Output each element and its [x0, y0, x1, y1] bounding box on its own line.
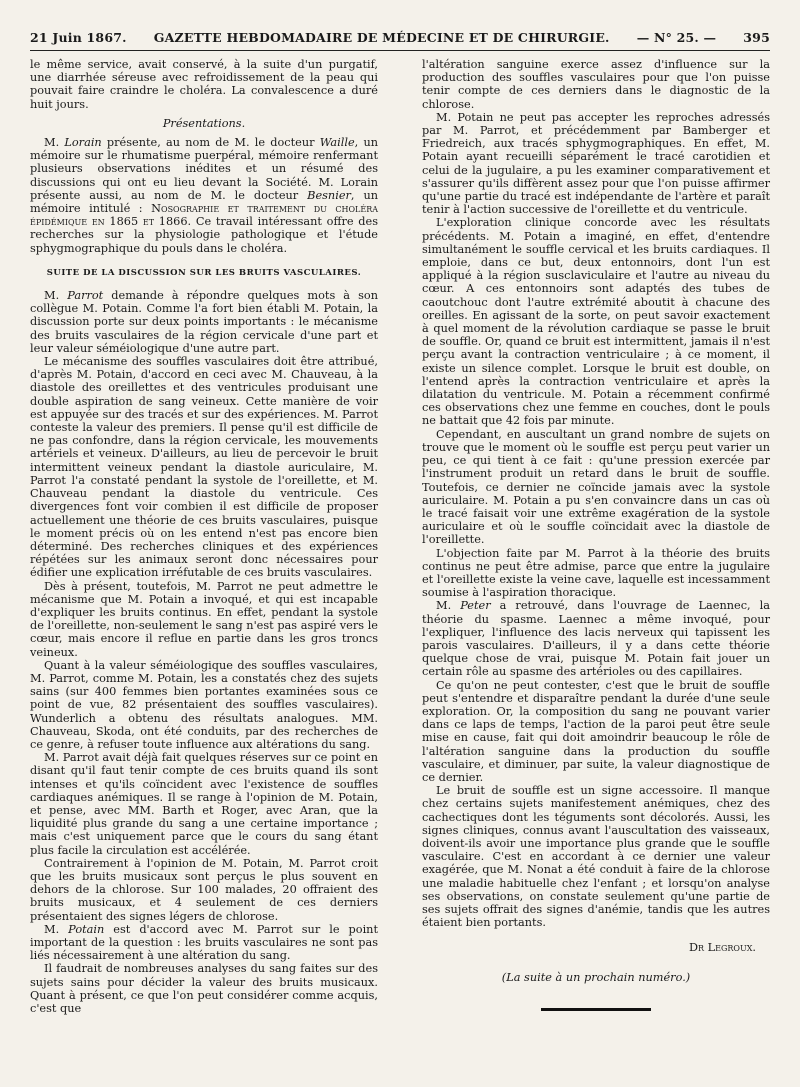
person-name: Besnier [307, 188, 351, 202]
person-name: Lorain [64, 136, 102, 150]
paragraph [30, 289, 378, 355]
continuation-note: (La suite à un prochain numéro.) [501, 970, 691, 984]
text: présente, au nom de M. le docteur [101, 136, 320, 150]
person-name: Peter [460, 599, 491, 613]
header-title: GAZETTE HEBDOMADAIRE DE MÉDECINE ET DE CHIRURGIE. [153, 30, 610, 45]
left-column [30, 58, 378, 1067]
header-date: 21 Juin 1867. [30, 30, 127, 45]
text: M. [44, 922, 69, 936]
section-title-discussion: SUITE DE LA DISCUSSION SUR LES BRUITS VASCULAIRES. [46, 267, 362, 278]
text: , un mémoire intitulé : [30, 188, 378, 216]
text: a retrouvé, dans l'ouvrage de Laennec, la théorie du spasme. Laennec a même invoqué, pour l'expliquer, l'influence des lacis nerveux qui tapissent les parois vasculaires. D'ailleurs, il y a dans cette théorie quelque chose de vrai, puisque M. Potain fait jouer un certain rôle au spasme des artérioles ou des capillaires. [422, 599, 770, 679]
person-name: Parrot [67, 289, 104, 303]
paragraph: le même service, avait conservé, à la suite d'un purgatif, une diarrhée séreuse avec refroidissement de la peau qui pouvait faire craindre le choléra. La convalescence a duré huit jours. [30, 58, 378, 111]
header-issue: — N° 25. — [636, 30, 717, 45]
article-columns [30, 58, 770, 1067]
text: demande à répondre quelques mots à son collègue M. Potain. Comme l'a fort bien établi M. Potain, la discussion porte sur deux points importants : le mécanisme des bruits vasculaires de la région cervicale d'une part et leur valeur séméiologique d'une autre part. [30, 289, 378, 355]
author-signature: Dr Legroux. [688, 941, 756, 955]
paragraph: Il faudrait de nombreuses analyses du sang faites sur des sujets sains pour décider la valeur des bruits musicaux. Quant à présent, ce que l'on peut considérer comme acquis, c'est que [30, 962, 378, 1016]
right-column [422, 58, 770, 1067]
paragraph [30, 923, 378, 963]
paragraph: Le mécanisme des souffles vasculaires doit être attribué, d'après M. Potain, d'accord en ceci avec M. Chauveau, à la diastole des oreillettes et des ventricules produisant une double aspiration de sang veineux. Cette manière de voir est appuyée sur des tracés et sur des expériences. M. Parrot conteste la valeur des premiers. Il pense qu'il est difficile de ne pas confondre, dans la région cervicale, les mouvements artériels et veineux. D'ailleurs, au lieu de percevoir le bruit intermittent veineux pendant la diastole auriculaire, M. Parrot l'a constaté pendant la systole de l'oreillette, et M. Chauveau pendant la diastole du ventricule. Ces divergences font voir combien il est difficile de proposer actuellement une théorie de ces bruits vasculaires, puisque le moment précis où on les entend n'est pas encore bien déterminé. Des recherches cliniques et des expériences répétées sur les animaux seront donc nécessaires pour édifier une explication irréfutable de ces bruits vasculaires. [30, 355, 378, 580]
end-rule [541, 1008, 651, 1011]
paragraph: Ce qu'on ne peut contester, c'est que le bruit de souffle peut s'entendre et disparaître pendant la durée d'une seule exploration. Or, la composition du sang ne pouvant varier dans ce laps de temps, l'action de la paroi peut être seule mise en cause, fait qui doit amoindrir beaucoup le rôle de l'altération sanguine dans la production du souffle vasculaire, et diminuer, par suite, la valeur diagnostique de ce dernier. [422, 678, 770, 784]
text: M. [44, 136, 65, 150]
header-page-number: 395 [743, 30, 770, 45]
paragraph: M. Parrot avait déjà fait quelques réserves sur ce point en disant qu'il faut tenir compte de ces bruits quand ils sont intenses et qu'ils coïncident avec l'existence de souffles cardiaques anémiques. Il se range à l'opinion de M. Potain, et pense, avec MM. Barth et Roger, avec Aran, que la liquidité plus grande du sang a une certaine importance ; mais c'est uniquement parce que le cours du sang étant plus facile la circulation est accélérée. [30, 751, 378, 857]
text: est d'accord avec M. Parrot sur le point important de la question : les bruits vasculaires ne sont pas liés nécessairement à une altération du sang. [30, 922, 379, 963]
paragraph: Cependant, en auscultant un grand nombre de sujets on trouve que le moment où le souffle est perçu peut varier un peu, ce qui tient à ce fait : qu'une pression exercée par l'instrument produit un retard dans le bruit de souffle. Toutefois, ce dernier ne coïncide jamais avec la systole auriculaire. M. Potain a pu s'en convaincre dans un cas où le tracé faisait voir une extrême exagération de la systole auriculaire et où le souffle coïncidait avec la diastole de l'oreillette. [422, 427, 770, 547]
page-header [30, 30, 770, 51]
paragraph [422, 599, 770, 678]
work-title: Nosographie et traitement du choléra épidémique en 1865 et 1866 [30, 202, 378, 229]
paragraph: Contrairement à l'opinion de M. Potain, M. Parrot croit que les bruits musicaux sont perçus le plus souvent en dehors de la chlorose. Sur 100 malades, 20 offraient des bruits musicaux, et 4 seulement de ces derniers présentaient des signes légers de chlorose. [30, 856, 378, 923]
paragraph: Le bruit de souffle est un signe accessoire. Il manque chez certains sujets manifestement anémiques, chez des cachectiques dont les téguments sont décolorés. Aussi, les signes cliniques, connus avant l'auscultation des vaisseaux, doivent-ils avoir une importance plus grande que le souffle vasculaire. C'est en accordant à ce dernier une valeur exagérée, que M. Nonat a été conduit à faire de la chlorose une maladie habituelle chez l'enfant ; et lorsqu'on analyse ses observations, on constate seulement qu'une partie de ses sujets offrait des signes d'anémie, tandis que les autres étaient bien portants. [422, 784, 770, 930]
person-name: Potain [68, 922, 105, 936]
person-name: Waille [319, 136, 355, 150]
paragraph: Dès à présent, toutefois, M. Parrot ne peut admettre le mécanisme que M. Potain a invoqué, et qui est incapable d'expliquer les bruits continus. En effet, pendant la systole de l'oreillette, non-seulement le sang n'est pas aspiré vers le cœur, mais encore il reflue en partie dans les gros troncs veineux. [30, 579, 378, 659]
text: , un mémoire sur le rhumatisme puerpéral, mémoire renfermant plusieurs observations inédites et un résumé des discussions qui ont eu lieu devant la Société. M. Lorain présente aussi, au nom de M. le docteur [30, 136, 378, 202]
paragraph: l'altération sanguine exerce assez d'influence sur la production des souffles vasculaires pour que l'on puisse tenir compte de ces derniers dans le diagnostic de la chlorose. [422, 58, 770, 111]
text: . Ce travail intéressant offre des recherches sur la physiologie pathologique et l'étude sphygmographique du pouls dans le choléra. [30, 215, 378, 255]
section-title-presentations: Présentations. [162, 116, 246, 130]
paragraph: L'objection faite par M. Parrot à la théorie des bruits continus ne peut être admise, parce que entre la jugulaire et l'oreillette existe la veine cave, laquelle est incessamment soumise à l'aspiration thoracique. [422, 546, 770, 600]
paragraph [30, 136, 378, 255]
text: M. [44, 289, 68, 303]
paragraph: L'exploration clinique concorde avec les résultats précédents. M. Potain a imaginé, en effet, d'entendre simultanément le souffle cervical et les bruits cardiaques. Il emploie, dans ce but, deux entonnoirs, dont l'un est appliqué à la région susclaviculaire et l'autre au niveau du cœur. A ces entonnoirs sont adaptés des tubes de caoutchouc dont l'autre extrémité aboutit à chacune des oreilles. En agissant de la sorte, on peut savoir exactement à quel moment de la révolution cardiaque se passe le bruit de souffle. Or, quand ce bruit est intermittent, jamais il n'est perçu avant la contraction ventriculaire ; à ce moment, il existe un silence complet. Lorsque le bruit est double, on l'entend après la contraction ventriculaire et après la dilatation du ventricule. M. Potain a récemment confirmé ces observations chez une femme en couches, dont le pouls ne battait que 42 fois par minute. [422, 216, 770, 428]
paragraph: M. Potain ne peut pas accepter les reproches adressés par M. Parrot, et précédemment par Bamberger et Friedreich, aux tracés sphygmographiques. En effet, M. Potain ayant recueilli séparément le tracé carotidien et celui de la jugulaire, a pu les examiner comparativement et s'assurer qu'ils diffèrent assez pour que l'on puisse affirmer qu'une partie du tracé est indépendante de l'artère et paraît tenir à l'action successive de l'oreillette et du ventricule. [422, 110, 770, 217]
paragraph: Quant à la valeur séméiologique des souffles vasculaires, M. Parrot, comme M. Potain, les a constatés chez des sujets sains (sur 400 femmes bien portantes examinées sous ce point de vue, 82 présentaient des souffles vasculaires). Wunderlich a obtenu des résultats analogues. MM. Chauveau, Skoda, ont été conduits, par des recherches de ce genre, à refuser toute influence aux altérations du sang. [30, 658, 378, 751]
text: M. [436, 599, 461, 613]
